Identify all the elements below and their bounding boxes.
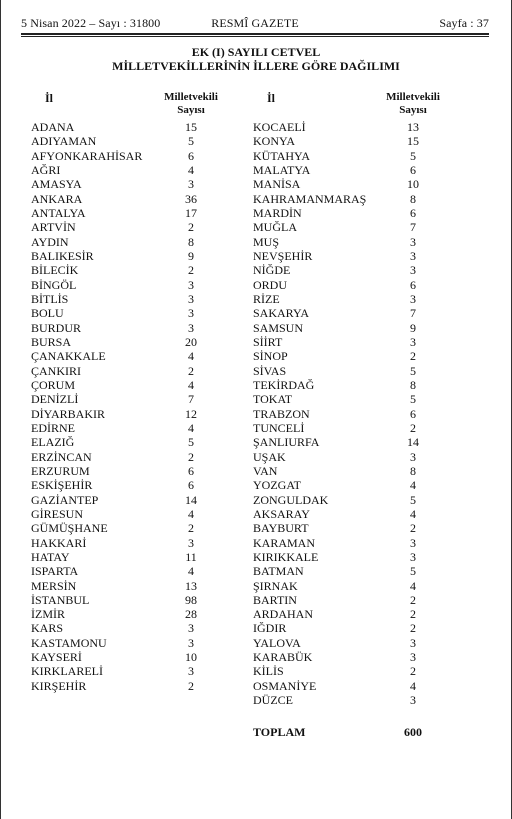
deputy-count: 17 bbox=[185, 205, 197, 220]
table-row bbox=[253, 392, 463, 406]
right-province-list bbox=[253, 120, 463, 707]
deputy-count: 6 bbox=[410, 406, 416, 421]
province-name: İZMİR bbox=[31, 607, 65, 622]
province-name: KARS bbox=[31, 621, 64, 636]
table-row bbox=[253, 278, 463, 292]
table-row bbox=[31, 636, 236, 650]
province-name: GAZİANTEP bbox=[31, 492, 99, 507]
deputy-count: 7 bbox=[188, 392, 194, 407]
table-row bbox=[253, 507, 463, 521]
province-name: MERSİN bbox=[31, 578, 77, 593]
province-name: BİTLİS bbox=[31, 291, 69, 306]
table-row bbox=[31, 493, 236, 507]
deputy-count: 2 bbox=[188, 263, 194, 278]
table-row bbox=[31, 321, 236, 335]
deputy-count: 6 bbox=[188, 148, 194, 163]
deputy-count: 5 bbox=[410, 564, 416, 579]
table-row bbox=[31, 650, 236, 664]
deputy-count: 2 bbox=[410, 420, 416, 435]
deputy-count: 3 bbox=[410, 693, 416, 708]
table-row bbox=[253, 435, 463, 449]
count-header-line1: Milletvekili bbox=[386, 91, 440, 103]
deputy-count: 20 bbox=[185, 334, 197, 349]
province-name: SAKARYA bbox=[253, 306, 310, 321]
province-name: BARTIN bbox=[253, 592, 297, 607]
table-row bbox=[253, 564, 463, 578]
table-row bbox=[31, 421, 236, 435]
count-header-line1: Milletvekili bbox=[164, 91, 218, 103]
table-row bbox=[253, 235, 463, 249]
table-row bbox=[31, 349, 236, 363]
province-name: BURDUR bbox=[31, 320, 82, 335]
deputy-count: 8 bbox=[410, 463, 416, 478]
deputy-count: 98 bbox=[185, 592, 197, 607]
deputy-count: 15 bbox=[185, 120, 197, 134]
deputy-count: 2 bbox=[410, 621, 416, 636]
table-row bbox=[253, 478, 463, 492]
deputy-count: 5 bbox=[410, 363, 416, 378]
deputy-count: 8 bbox=[188, 234, 194, 249]
deputy-count: 4 bbox=[188, 420, 194, 435]
deputy-count: 6 bbox=[188, 478, 194, 493]
deputy-count: 4 bbox=[188, 162, 194, 177]
province-name: VAN bbox=[253, 463, 278, 478]
table-row bbox=[253, 407, 463, 421]
table-row bbox=[31, 478, 236, 492]
table-row bbox=[253, 306, 463, 320]
deputy-count: 3 bbox=[410, 449, 416, 464]
table-row bbox=[31, 378, 236, 392]
table-row bbox=[31, 564, 236, 578]
table-row bbox=[31, 220, 236, 234]
table-row bbox=[253, 421, 463, 435]
province-name: GİRESUN bbox=[31, 506, 84, 521]
deputy-count: 8 bbox=[410, 377, 416, 392]
deputy-count: 4 bbox=[410, 478, 416, 493]
table-row bbox=[253, 220, 463, 234]
deputy-count: 3 bbox=[188, 621, 194, 636]
table-row bbox=[253, 249, 463, 263]
deputy-count: 10 bbox=[185, 650, 197, 665]
province-name: BURSA bbox=[31, 334, 72, 349]
table-row bbox=[253, 493, 463, 507]
table-row bbox=[31, 621, 236, 635]
deputy-count: 2 bbox=[410, 607, 416, 622]
province-name: MUĞLA bbox=[253, 220, 297, 235]
deputy-count: 14 bbox=[407, 435, 419, 450]
annex-title: EK (I) SAYILI CETVEL bbox=[191, 45, 321, 59]
deputy-count: 3 bbox=[410, 248, 416, 263]
table-row bbox=[253, 593, 463, 607]
province-name: ORDU bbox=[253, 277, 288, 292]
table-row bbox=[253, 364, 463, 378]
deputy-count: 6 bbox=[188, 463, 194, 478]
deputy-count: 3 bbox=[188, 664, 194, 679]
deputy-count: 6 bbox=[410, 162, 416, 177]
province-name: YALOVA bbox=[253, 635, 301, 650]
total-row bbox=[253, 725, 463, 739]
deputy-count: 4 bbox=[188, 506, 194, 521]
deputy-count: 3 bbox=[410, 263, 416, 278]
table-row bbox=[31, 593, 236, 607]
deputy-count: 3 bbox=[410, 291, 416, 306]
province-name: ANKARA bbox=[31, 191, 83, 206]
table-row bbox=[253, 349, 463, 363]
deputy-count: 2 bbox=[188, 220, 194, 235]
deputy-count: 15 bbox=[407, 134, 419, 149]
province-name: ADIYAMAN bbox=[31, 134, 97, 149]
table-row bbox=[31, 235, 236, 249]
deputy-count: 5 bbox=[188, 134, 194, 149]
deputy-count: 3 bbox=[410, 234, 416, 249]
header-rule-thick bbox=[21, 33, 489, 35]
table-row bbox=[31, 134, 236, 148]
table-row bbox=[253, 321, 463, 335]
province-name: MALATYA bbox=[253, 162, 311, 177]
count-header-line2: Sayısı bbox=[177, 104, 205, 116]
table-row bbox=[253, 206, 463, 220]
total-value: 600 bbox=[404, 725, 422, 739]
count-header bbox=[151, 91, 231, 117]
deputy-count: 5 bbox=[410, 492, 416, 507]
province-header: İl bbox=[267, 91, 276, 105]
publication-name: RESMÎ GAZETE bbox=[211, 16, 299, 30]
deputy-count: 36 bbox=[185, 191, 197, 206]
province-name: IĞDIR bbox=[253, 621, 287, 636]
deputy-count: 3 bbox=[188, 306, 194, 321]
table-row bbox=[253, 163, 463, 177]
province-name: ÇORUM bbox=[31, 377, 76, 392]
province-name: YOZGAT bbox=[253, 478, 301, 493]
table-row bbox=[253, 621, 463, 635]
table-row bbox=[31, 450, 236, 464]
table-row bbox=[31, 392, 236, 406]
deputy-count: 9 bbox=[410, 320, 416, 335]
table-row bbox=[31, 306, 236, 320]
table-row bbox=[253, 192, 463, 206]
province-name: KASTAMONU bbox=[31, 635, 107, 650]
province-name: TUNCELİ bbox=[253, 420, 305, 435]
province-name: TOKAT bbox=[253, 392, 293, 407]
deputy-count: 2 bbox=[410, 592, 416, 607]
table-row bbox=[253, 292, 463, 306]
province-name: GÜMÜŞHANE bbox=[31, 521, 108, 536]
deputy-count: 3 bbox=[410, 549, 416, 564]
table-row bbox=[31, 263, 236, 277]
deputy-count: 3 bbox=[410, 635, 416, 650]
table-row bbox=[253, 693, 463, 707]
table-row bbox=[253, 550, 463, 564]
table-row bbox=[31, 464, 236, 478]
province-name: ÇANKIRI bbox=[31, 363, 81, 378]
province-name: ERZİNCAN bbox=[31, 449, 92, 464]
province-name: İSTANBUL bbox=[31, 592, 90, 607]
deputy-count: 8 bbox=[410, 191, 416, 206]
province-name: UŞAK bbox=[253, 449, 286, 464]
province-name: HAKKARİ bbox=[31, 535, 87, 550]
deputy-count: 3 bbox=[410, 650, 416, 665]
table-row bbox=[31, 521, 236, 535]
table-row bbox=[253, 636, 463, 650]
province-name: KIRIKKALE bbox=[253, 549, 319, 564]
province-name: ARDAHAN bbox=[253, 607, 313, 622]
table-row bbox=[253, 679, 463, 693]
province-name: MUŞ bbox=[253, 234, 280, 249]
table-row bbox=[31, 192, 236, 206]
province-name: MARDİN bbox=[253, 205, 302, 220]
province-name: AMASYA bbox=[31, 177, 82, 192]
deputy-count: 11 bbox=[185, 549, 197, 564]
table-row bbox=[31, 679, 236, 693]
province-name: MANİSA bbox=[253, 177, 301, 192]
province-name: ARTVİN bbox=[31, 220, 76, 235]
province-name: KAYSERİ bbox=[31, 650, 82, 665]
province-name: SİİRT bbox=[253, 334, 283, 349]
province-name: KIRŞEHİR bbox=[31, 678, 87, 693]
left-province-list bbox=[31, 120, 236, 693]
province-header: İl bbox=[45, 91, 54, 105]
deputy-count: 2 bbox=[188, 449, 194, 464]
table-row bbox=[31, 507, 236, 521]
province-name: KIRKLARELİ bbox=[31, 664, 103, 679]
deputy-count: 5 bbox=[410, 392, 416, 407]
deputy-count: 4 bbox=[188, 377, 194, 392]
deputy-count: 2 bbox=[188, 521, 194, 536]
table-row bbox=[31, 664, 236, 678]
province-name: ŞANLIURFA bbox=[253, 435, 320, 450]
deputy-count: 13 bbox=[185, 578, 197, 593]
deputy-count: 7 bbox=[410, 306, 416, 321]
count-header bbox=[373, 91, 453, 117]
province-name: SİNOP bbox=[253, 349, 288, 364]
province-name: HATAY bbox=[31, 549, 70, 564]
province-name: KOCAELİ bbox=[253, 120, 306, 134]
deputy-count: 12 bbox=[185, 406, 197, 421]
table-row bbox=[253, 579, 463, 593]
province-name: SİVAS bbox=[253, 363, 287, 378]
table-row bbox=[31, 579, 236, 593]
table-row bbox=[31, 407, 236, 421]
province-name: AKSARAY bbox=[253, 506, 310, 521]
total-label: TOPLAM bbox=[253, 725, 306, 739]
deputy-count: 4 bbox=[188, 349, 194, 364]
table-row bbox=[31, 177, 236, 191]
deputy-count: 2 bbox=[410, 664, 416, 679]
table-row bbox=[253, 536, 463, 550]
deputy-count: 4 bbox=[410, 578, 416, 593]
province-name: KİLİS bbox=[253, 664, 284, 679]
header-rule-thin bbox=[21, 36, 489, 37]
province-name: BİNGÖL bbox=[31, 277, 77, 292]
table-row bbox=[253, 149, 463, 163]
deputy-count: 6 bbox=[410, 205, 416, 220]
deputy-count: 3 bbox=[188, 177, 194, 192]
table-row bbox=[253, 134, 463, 148]
deputy-count: 7 bbox=[410, 220, 416, 235]
table-row bbox=[31, 278, 236, 292]
table-row bbox=[253, 464, 463, 478]
issue-date: 5 Nisan 2022 – Sayı : 31800 bbox=[21, 16, 161, 30]
province-name: BAYBURT bbox=[253, 521, 309, 536]
province-name: BALIKESİR bbox=[31, 248, 94, 263]
province-name: ZONGULDAK bbox=[253, 492, 329, 507]
deputy-count: 10 bbox=[407, 177, 419, 192]
province-name: AYDIN bbox=[31, 234, 69, 249]
table-row bbox=[31, 607, 236, 621]
table-row bbox=[253, 335, 463, 349]
province-name: RİZE bbox=[253, 291, 280, 306]
table-row bbox=[31, 149, 236, 163]
province-name: EDİRNE bbox=[31, 420, 75, 435]
page-header bbox=[21, 16, 489, 34]
table-row bbox=[253, 607, 463, 621]
deputy-count: 2 bbox=[188, 678, 194, 693]
table-row bbox=[31, 364, 236, 378]
table-row bbox=[31, 550, 236, 564]
province-name: KARABÜK bbox=[253, 650, 313, 665]
deputy-count: 14 bbox=[185, 492, 197, 507]
page-number: Sayfa : 37 bbox=[439, 16, 489, 30]
province-name: ELAZIĞ bbox=[31, 435, 75, 450]
table-row bbox=[31, 292, 236, 306]
table-row bbox=[253, 177, 463, 191]
province-name: ESKİŞEHİR bbox=[31, 478, 93, 493]
deputy-count: 3 bbox=[188, 291, 194, 306]
deputy-count: 2 bbox=[188, 363, 194, 378]
province-name: TEKİRDAĞ bbox=[253, 377, 315, 392]
province-name: ERZURUM bbox=[31, 463, 90, 478]
province-name: ISPARTA bbox=[31, 564, 79, 579]
province-name: TRABZON bbox=[253, 406, 310, 421]
table-row bbox=[31, 249, 236, 263]
deputy-count: 3 bbox=[188, 277, 194, 292]
province-name: KAHRAMANMARAŞ bbox=[253, 191, 367, 206]
deputy-count: 13 bbox=[407, 120, 419, 134]
province-name: NEVŞEHİR bbox=[253, 248, 313, 263]
deputy-count: 3 bbox=[188, 635, 194, 650]
table-row bbox=[31, 206, 236, 220]
table-row bbox=[253, 120, 463, 134]
province-name: SAMSUN bbox=[253, 320, 304, 335]
table-row bbox=[253, 450, 463, 464]
deputy-count: 5 bbox=[188, 435, 194, 450]
province-name: ADANA bbox=[31, 120, 75, 134]
province-name: NİĞDE bbox=[253, 263, 291, 278]
table-row bbox=[253, 263, 463, 277]
province-name: BOLU bbox=[31, 306, 64, 321]
province-name: DENİZLİ bbox=[31, 392, 79, 407]
province-name: KONYA bbox=[253, 134, 295, 149]
province-name: AFYONKARAHİSAR bbox=[31, 148, 143, 163]
table-title: MİLLETVEKİLLERİNİN İLLERE GÖRE DAĞILIMI bbox=[112, 59, 400, 73]
province-name: ŞIRNAK bbox=[253, 578, 298, 593]
deputy-count: 9 bbox=[188, 248, 194, 263]
deputy-count: 28 bbox=[185, 607, 197, 622]
table-row bbox=[253, 664, 463, 678]
deputy-count: 3 bbox=[410, 334, 416, 349]
deputy-count: 3 bbox=[410, 535, 416, 550]
table-row bbox=[253, 521, 463, 535]
deputy-count: 2 bbox=[410, 349, 416, 364]
deputy-count: 5 bbox=[410, 148, 416, 163]
province-name: KÜTAHYA bbox=[253, 148, 311, 163]
deputy-count: 2 bbox=[410, 521, 416, 536]
deputy-count: 3 bbox=[188, 535, 194, 550]
table-row bbox=[31, 536, 236, 550]
deputy-count: 6 bbox=[410, 277, 416, 292]
province-name: ÇANAKKALE bbox=[31, 349, 106, 364]
table-row bbox=[253, 650, 463, 664]
province-name: KARAMAN bbox=[253, 535, 316, 550]
table-row bbox=[31, 120, 236, 134]
table-row bbox=[31, 435, 236, 449]
province-name: DİYARBAKIR bbox=[31, 406, 106, 421]
table-row bbox=[31, 163, 236, 177]
province-name: ANTALYA bbox=[31, 205, 86, 220]
province-name: DÜZCE bbox=[253, 693, 293, 708]
deputy-count: 4 bbox=[188, 564, 194, 579]
deputy-count: 4 bbox=[410, 678, 416, 693]
province-name: BATMAN bbox=[253, 564, 304, 579]
table-row bbox=[31, 335, 236, 349]
count-header-line2: Sayısı bbox=[399, 104, 427, 116]
province-name: BİLECİK bbox=[31, 263, 79, 278]
table-row bbox=[253, 378, 463, 392]
deputy-count: 4 bbox=[410, 506, 416, 521]
province-name: AĞRI bbox=[31, 162, 61, 177]
province-name: OSMANİYE bbox=[253, 678, 317, 693]
deputy-count: 3 bbox=[188, 320, 194, 335]
